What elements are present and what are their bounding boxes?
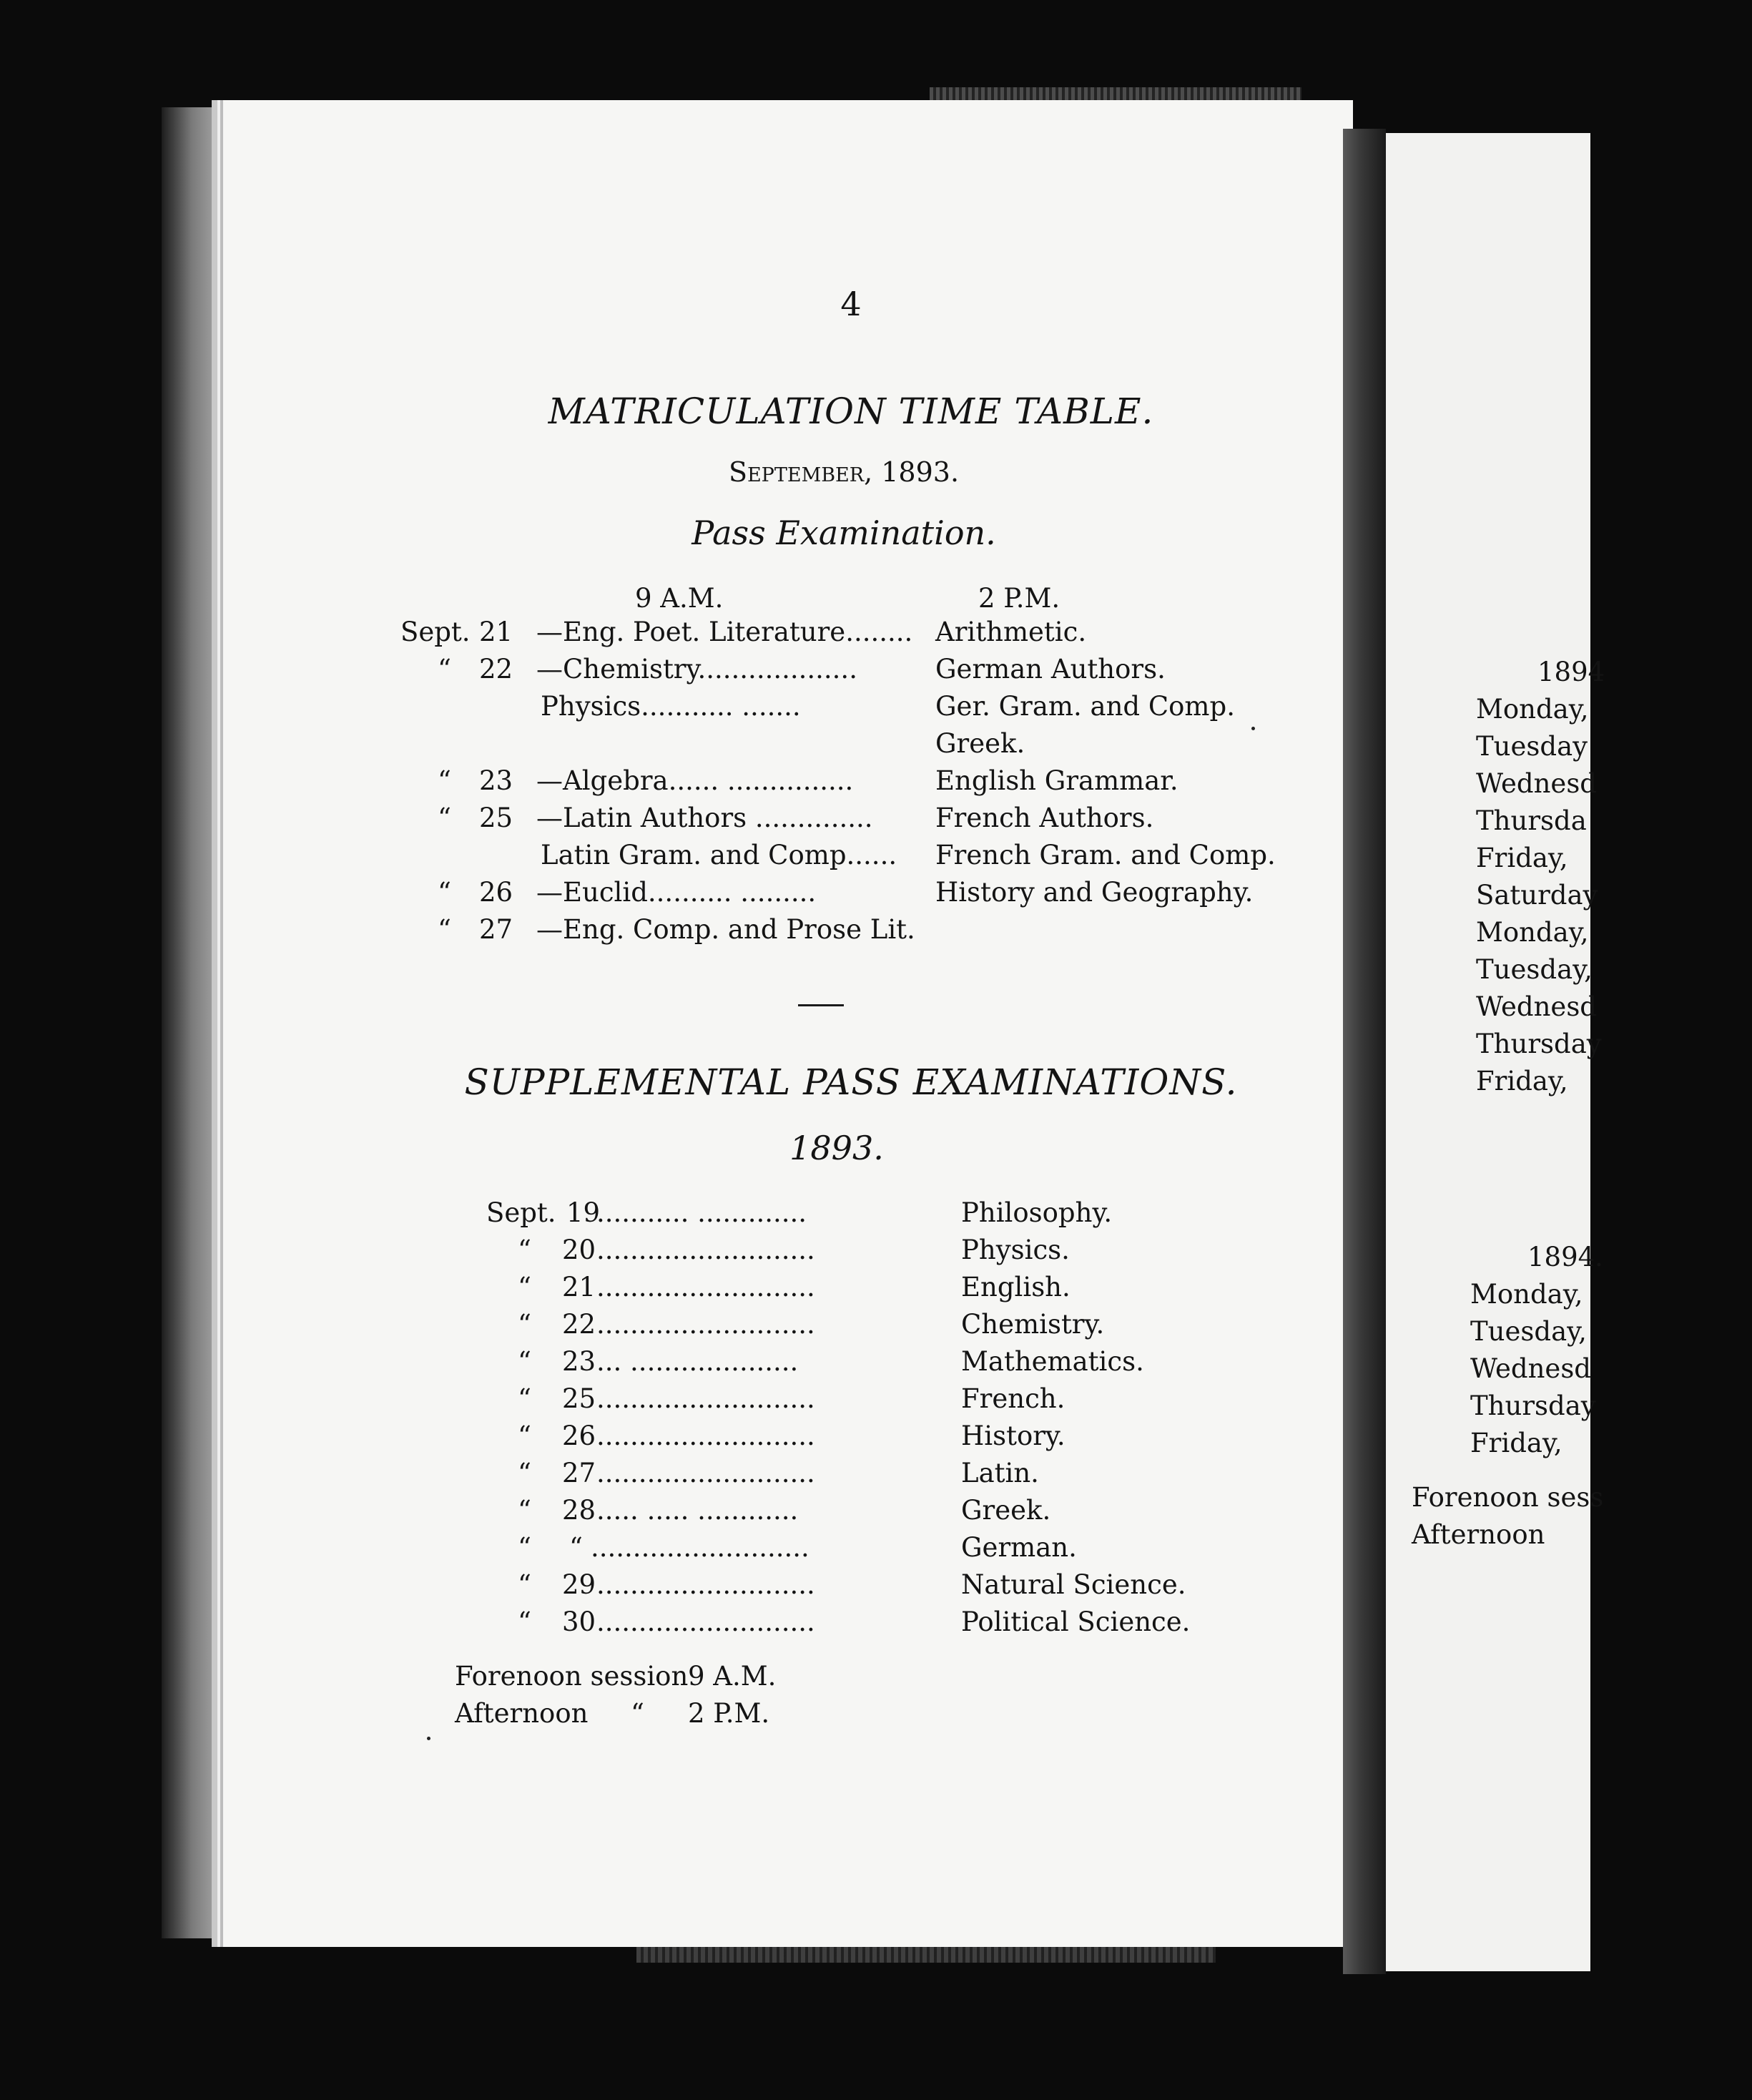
next-page-day: Friday,: [1470, 1428, 1562, 1458]
item-leader: ..........................: [596, 1235, 815, 1265]
row-month: Sept.: [400, 617, 471, 647]
next-page-day: Wednesd: [1476, 768, 1597, 799]
table-row: [400, 654, 1330, 691]
scan-speck: [1251, 727, 1255, 730]
next-page-day: Tuesday,: [1476, 954, 1593, 985]
supplemental-title: SUPPLEMENTAL PASS EXAMINATIONS.: [464, 1061, 1238, 1103]
table-row: [400, 617, 1330, 654]
item-month: “: [518, 1421, 531, 1451]
list-item: [486, 1569, 1273, 1606]
row-month: “: [438, 877, 451, 908]
item-leader: ..... ..... ............: [596, 1495, 799, 1526]
next-page-day: Tuesday,: [1470, 1316, 1587, 1347]
row-morning: —Chemistry...................: [536, 654, 857, 685]
row-afternoon: History and Geography.: [935, 877, 1254, 908]
item-day: 29: [562, 1569, 596, 1600]
row-afternoon: Greek.: [935, 728, 1025, 759]
item-day: 30: [562, 1606, 596, 1637]
item-leader: ..........................: [596, 1272, 815, 1302]
item-day: 23: [562, 1346, 596, 1377]
item-month: “: [518, 1569, 531, 1600]
row-afternoon: English Grammar.: [935, 765, 1178, 796]
next-page-session: Afternoon: [1412, 1519, 1545, 1550]
item-subject: French.: [961, 1383, 1066, 1414]
item-day: “: [569, 1532, 583, 1563]
row-afternoon: German Authors.: [935, 654, 1166, 685]
item-month: “: [518, 1606, 531, 1637]
item-subject: Political Science.: [961, 1606, 1191, 1637]
item-day: 27: [562, 1458, 596, 1488]
next-page-year: 1894: [1537, 657, 1605, 687]
item-month: “: [518, 1346, 531, 1377]
item-month: “: [518, 1309, 531, 1340]
next-page-day: Monday,: [1476, 694, 1589, 725]
next-page-day: Tuesday: [1476, 731, 1588, 762]
session-afternoon: [455, 1698, 884, 1735]
next-page-day: Monday,: [1476, 917, 1589, 948]
item-day: 20: [562, 1235, 596, 1265]
pass-exam-heading: Pass Examination.: [692, 514, 996, 552]
row-morning: Physics........... .......: [541, 691, 801, 722]
table-row: [400, 691, 1330, 728]
row-month: “: [438, 914, 451, 945]
item-leader: ... ....................: [596, 1346, 799, 1377]
item-leader: ..........................: [596, 1569, 815, 1600]
item-month: “: [518, 1532, 531, 1563]
next-page-day: Thursday: [1476, 1029, 1602, 1059]
item-leader: ..........................: [596, 1458, 815, 1488]
table-row: [400, 840, 1330, 877]
row-day: 22: [479, 654, 513, 685]
row-month: “: [438, 654, 451, 685]
next-page-day: Friday,: [1476, 1066, 1568, 1096]
table-row: [400, 728, 1330, 765]
row-afternoon: French Gram. and Comp.: [935, 840, 1276, 870]
row-month: “: [438, 765, 451, 796]
next-page-day: Wednesd: [1470, 1353, 1591, 1384]
row-day: 21: [479, 617, 513, 647]
list-item: [486, 1197, 1273, 1235]
row-afternoon: French Authors.: [935, 803, 1154, 833]
item-subject: Mathematics.: [961, 1346, 1144, 1377]
item-leader: ..........................: [591, 1532, 809, 1563]
item-subject: Latin.: [961, 1458, 1039, 1488]
item-day: 22: [562, 1309, 596, 1340]
row-morning: —Latin Authors ..............: [536, 803, 873, 833]
session-label: Afternoon: [455, 1698, 589, 1729]
page-stack-edge: [162, 107, 212, 1938]
item-subject: Chemistry.: [961, 1309, 1105, 1340]
list-item: [486, 1606, 1273, 1644]
supplemental-year: 1893.: [789, 1129, 884, 1167]
next-page-day: Wednesd: [1476, 991, 1597, 1022]
table-row: [400, 803, 1330, 840]
page-title: MATRICULATION TIME TABLE.: [548, 391, 1154, 432]
row-morning: —Euclid.......... .........: [536, 877, 817, 908]
list-item: [486, 1272, 1273, 1309]
item-subject: History.: [961, 1421, 1066, 1451]
item-day: 19: [566, 1197, 601, 1228]
item-leader: ..........................: [596, 1383, 815, 1414]
item-month: “: [518, 1272, 531, 1302]
list-item: [486, 1421, 1273, 1458]
row-afternoon: Arithmetic.: [935, 617, 1087, 647]
list-item: [486, 1495, 1273, 1532]
next-page-day: Thursday: [1470, 1390, 1596, 1421]
row-morning: —Algebra...... ...............: [536, 765, 854, 796]
item-leader: ..........................: [596, 1421, 815, 1451]
item-day: 26: [562, 1421, 596, 1451]
item-day: 28: [562, 1495, 596, 1526]
session-time: 9 A.M.: [688, 1661, 777, 1692]
page-gutter: [1343, 129, 1386, 1974]
item-leader: ..........................: [596, 1606, 815, 1637]
column-head-afternoon: 2 P.M.: [978, 583, 1060, 614]
list-item: [486, 1458, 1273, 1495]
item-subject: Natural Science.: [961, 1569, 1186, 1600]
list-item: [486, 1309, 1273, 1346]
next-page-day: Thursda: [1476, 805, 1587, 836]
list-item: [486, 1346, 1273, 1383]
session-label: Forenoon session: [455, 1661, 689, 1692]
row-month: “: [438, 803, 451, 833]
row-morning: —Eng. Poet. Literature........: [536, 617, 913, 647]
column-head-morning: 9 A.M.: [635, 583, 724, 614]
next-page-day: Saturday: [1476, 880, 1598, 911]
item-subject: Physics.: [961, 1235, 1070, 1265]
page-number: 4: [840, 285, 862, 323]
item-month: “: [518, 1495, 531, 1526]
item-subject: German.: [961, 1532, 1077, 1563]
item-month: “: [518, 1383, 531, 1414]
item-month: “: [518, 1458, 531, 1488]
row-morning: —Eng. Comp. and Prose Lit.: [536, 914, 915, 945]
next-page-session: Forenoon sess: [1412, 1482, 1604, 1513]
next-page-year: 1894.: [1527, 1242, 1603, 1272]
row-day: 25: [479, 803, 513, 833]
session-time: 2 P.M.: [688, 1698, 770, 1729]
scan-artifact-bottom: [636, 1947, 1216, 1963]
item-subject: Philosophy.: [961, 1197, 1113, 1228]
item-subject: English.: [961, 1272, 1071, 1302]
scan-artifact-top: [930, 87, 1301, 102]
next-page-day: Friday,: [1476, 843, 1568, 873]
page-subtitle: September, 1893.: [728, 456, 960, 488]
row-morning: Latin Gram. and Comp......: [541, 840, 897, 870]
row-afternoon: Ger. Gram. and Comp.: [935, 691, 1235, 722]
list-item: [486, 1383, 1273, 1421]
scan-speck: [427, 1737, 430, 1740]
table-row: [400, 877, 1330, 914]
table-row: [400, 914, 1330, 951]
section-divider: [798, 1004, 844, 1006]
table-row: [400, 765, 1330, 803]
row-day: 26: [479, 877, 513, 908]
list-item: [486, 1235, 1273, 1272]
list-item: [486, 1532, 1273, 1569]
session-ditto: “: [631, 1698, 644, 1729]
item-month: “: [518, 1235, 531, 1265]
item-day: 21: [562, 1272, 596, 1302]
row-day: 23: [479, 765, 513, 796]
item-month: Sept.: [486, 1197, 556, 1228]
item-subject: Greek.: [961, 1495, 1051, 1526]
session-forenoon: [455, 1661, 884, 1698]
next-page-day: Monday,: [1470, 1279, 1583, 1310]
row-day: 27: [479, 914, 513, 945]
item-leader: ........... .............: [596, 1197, 807, 1228]
item-day: 25: [562, 1383, 596, 1414]
item-leader: ..........................: [596, 1309, 815, 1340]
